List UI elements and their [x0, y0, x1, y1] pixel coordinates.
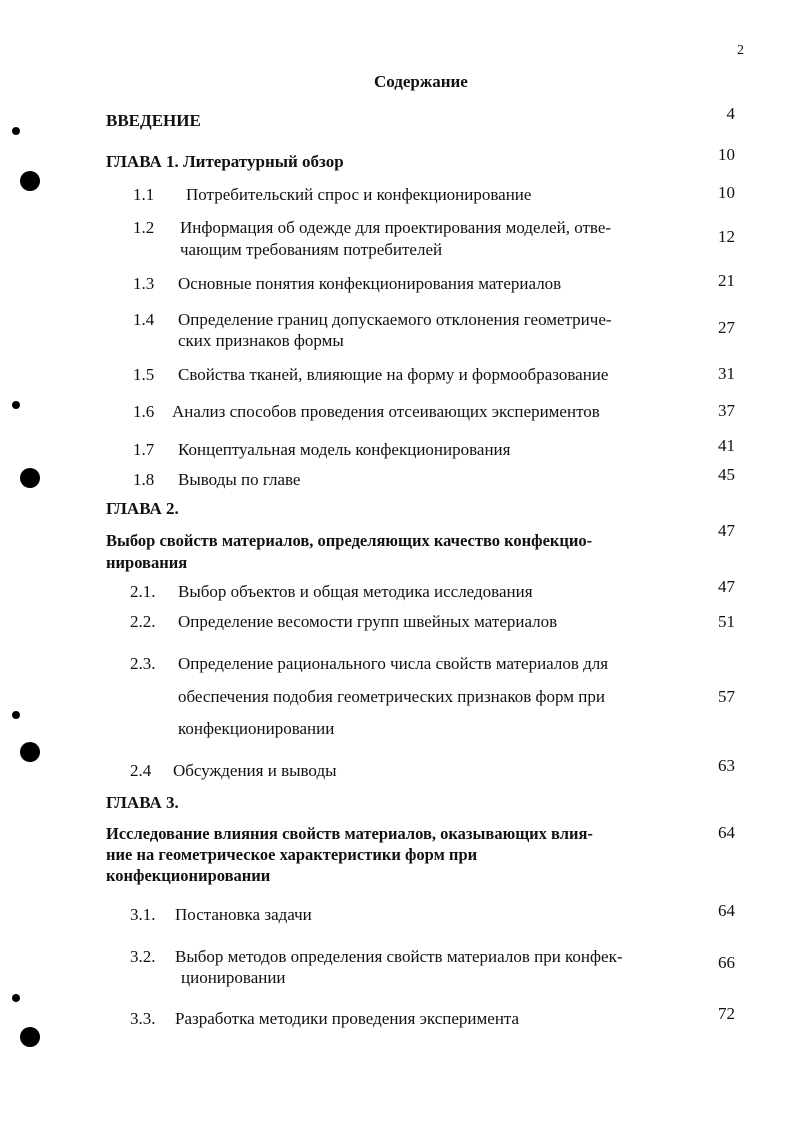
- chapter1-page: 10: [718, 145, 735, 164]
- punch-hole: [20, 742, 40, 762]
- item-number: 2.2.: [130, 612, 156, 631]
- item-number: 2.1.: [130, 582, 156, 601]
- chapter3-heading: ГЛАВА 3.: [106, 793, 179, 812]
- item-number: 3.3.: [130, 1009, 156, 1028]
- item-number: 1.8: [133, 470, 155, 489]
- page-number: 2: [737, 43, 744, 58]
- item-number: 3.2.: [130, 947, 156, 966]
- item-title-cont: ционировании: [181, 968, 286, 987]
- intro-page: 4: [726, 104, 735, 123]
- item-title: Определение весомости групп швейных материалов: [178, 612, 558, 631]
- item-number: 1.1: [133, 185, 155, 204]
- item-page: 21: [718, 271, 735, 290]
- item-page: 72: [718, 1004, 735, 1023]
- item-title: Информация об одежде для проектирования моделей, отве-: [180, 218, 612, 237]
- chapter3-page: 64: [718, 823, 735, 842]
- item-page: 47: [718, 577, 735, 596]
- item-title: Постановка задачи: [175, 905, 312, 924]
- item-title: Анализ способов проведения отсеивающих экспериментов: [172, 402, 600, 421]
- item-page: 64: [718, 901, 735, 920]
- item-number: 1.2: [133, 218, 155, 237]
- item-page: 66: [718, 953, 735, 972]
- item-page: 63: [718, 756, 735, 775]
- item-title: Разработка методики проведения эксперимента: [175, 1009, 520, 1028]
- item-number: 1.5: [133, 365, 155, 384]
- punch-hole: [20, 171, 40, 191]
- item-number: 1.7: [133, 440, 155, 459]
- item-number: 2.4: [130, 761, 152, 780]
- item-number: 1.4: [133, 310, 155, 329]
- item-number: 1.3: [133, 274, 155, 293]
- punch-hole: [20, 468, 40, 488]
- scan-speck: [12, 994, 20, 1002]
- chapter3-subtitle: Исследование влияния свойств материалов, оказывающих влия-: [106, 824, 593, 843]
- chapter2-subtitle-cont: нирования: [106, 553, 188, 572]
- chapter3-subtitle-cont: конфекционировании: [106, 866, 271, 885]
- chapter3-subtitle-cont: ние на геометрическое характеристики форм при: [106, 845, 478, 864]
- item-page: 45: [718, 465, 735, 484]
- punch-hole: [20, 1027, 40, 1047]
- item-title: Концептуальная модель конфекционирования: [178, 440, 511, 459]
- item-page: 37: [718, 401, 735, 420]
- item-page: 51: [718, 612, 735, 631]
- item-number: 3.1.: [130, 905, 156, 924]
- chapter2-heading: ГЛАВА 2.: [106, 499, 179, 518]
- item-title-cont: конфекционировании: [178, 719, 335, 738]
- item-number: 1.6: [133, 402, 155, 421]
- chapter2-subtitle: Выбор свойств материалов, определяющих качество конфекцио-: [106, 531, 593, 550]
- item-page: 31: [718, 364, 735, 383]
- item-title: Определение границ допускаемого отклонения геометриче-: [178, 310, 612, 329]
- page-title: Содержание: [374, 72, 468, 91]
- chapter2-page: 47: [718, 521, 735, 540]
- item-title: Определение рационального числа свойств материалов для: [178, 654, 609, 673]
- item-title: Выводы по главе: [178, 470, 301, 489]
- scan-speck: [12, 711, 20, 719]
- item-title-cont: обеспечения подобия геометрических признаков форм при: [178, 687, 605, 706]
- intro-label: ВВЕДЕНИЕ: [106, 111, 201, 130]
- item-page: 10: [718, 183, 735, 202]
- item-title: Потребительский спрос и конфекционирование: [186, 185, 532, 204]
- item-page: 41: [718, 436, 735, 455]
- item-title: Основные понятия конфекционирования материалов: [178, 274, 562, 293]
- item-page: 27: [718, 318, 735, 337]
- item-title: Выбор объектов и общая методика исследования: [178, 582, 533, 601]
- chapter1-heading: ГЛАВА 1. Литературный обзор: [106, 152, 344, 171]
- item-page: 57: [718, 687, 735, 706]
- scan-speck: [12, 401, 20, 409]
- item-title-cont: чающим требованиям потребителей: [180, 240, 443, 259]
- item-number: 2.3.: [130, 654, 156, 673]
- item-page: 12: [718, 227, 735, 246]
- item-title: Свойства тканей, влияющие на форму и формообразование: [178, 365, 609, 384]
- scan-speck: [12, 127, 20, 135]
- item-title-cont: ских признаков формы: [178, 331, 344, 350]
- item-title: Выбор методов определения свойств материалов при конфек-: [175, 947, 623, 966]
- item-title: Обсуждения и выводы: [173, 761, 337, 780]
